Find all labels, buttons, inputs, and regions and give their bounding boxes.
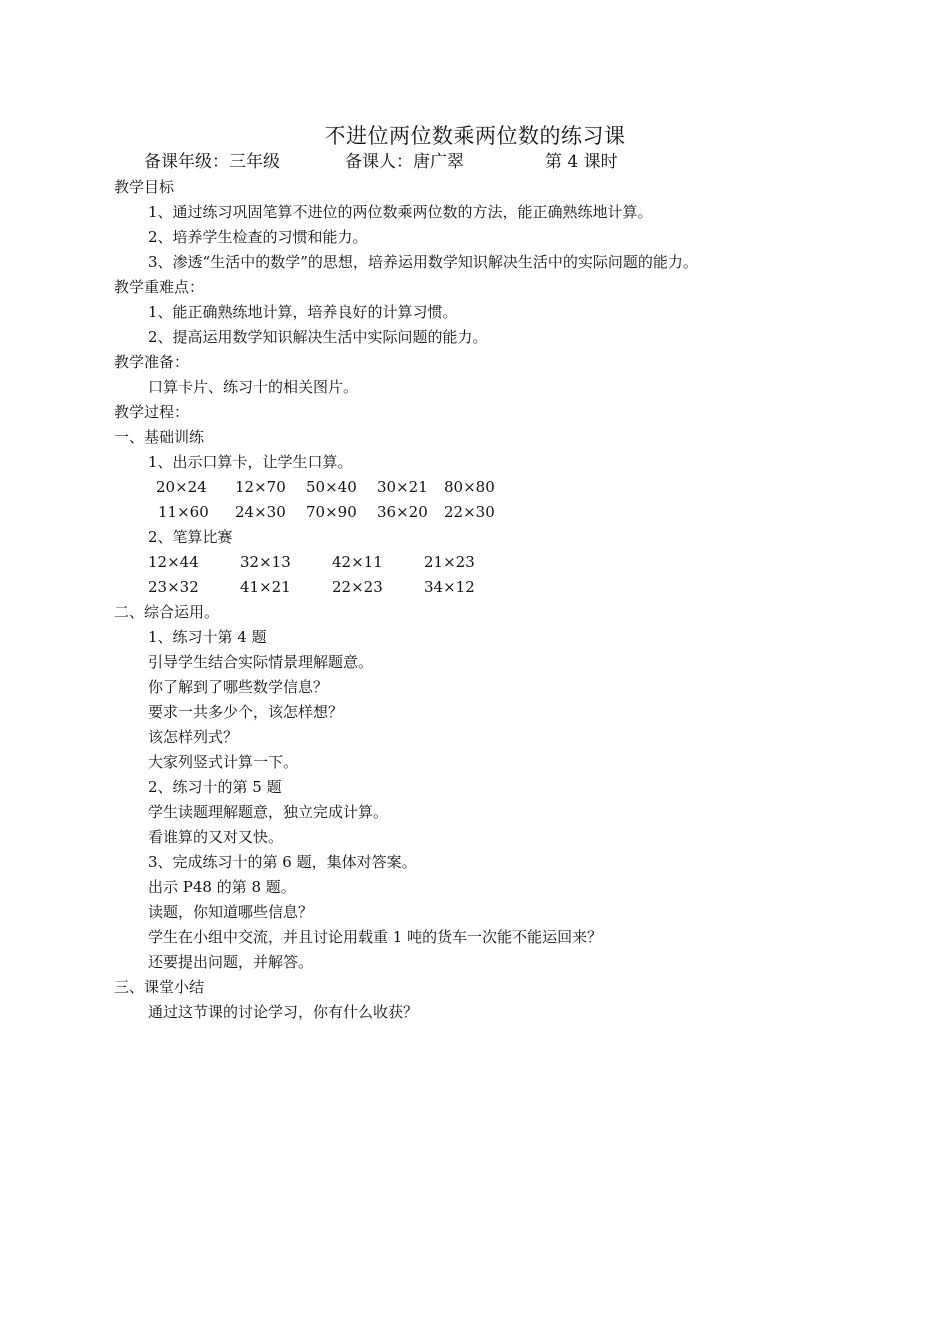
key-points-heading: 教学重难点：	[114, 278, 205, 296]
oral-calc-title: 1、出示口算卡，让学生口算。	[148, 453, 353, 471]
section2-line: 学生在小组中交流，并且讨论用载重 1 吨的货车一次能不能运回来？	[148, 928, 603, 946]
written-calc-cell: 12×44	[148, 553, 199, 571]
oral-calc-cell: 22×30	[444, 503, 495, 521]
section2-line: 3、完成练习十的第 6 题，集体对答案。	[148, 853, 417, 871]
oral-calc-cell: 30×21	[377, 478, 428, 496]
section2-line: 出示 P48 的第 8 题。	[148, 878, 296, 896]
section2-line: 大家列竖式计算一下。	[148, 753, 299, 771]
section3-line: 通过这节课的讨论学习，你有什么收获？	[148, 1003, 419, 1021]
goals-heading: 教学目标	[114, 178, 175, 196]
section2-line: 学生读题理解题意，独立完成计算。	[148, 803, 389, 821]
oral-calc-cell: 80×80	[444, 478, 495, 496]
section2-line: 1、练习十第 4 题	[148, 628, 267, 646]
key-point-item: 2、提高运用数学知识解决生活中实际问题的能力。	[148, 328, 488, 346]
written-calc-cell: 21×23	[424, 553, 475, 571]
preparation-item: 口算卡片、练习十的相关图片。	[148, 378, 359, 396]
section2-line: 该怎样列式？	[148, 728, 239, 746]
written-calc-cell: 23×32	[148, 578, 199, 596]
oral-calc-cell: 11×60	[158, 503, 209, 521]
section2-heading: 二、综合运用。	[114, 603, 220, 621]
preparation-heading: 教学准备：	[114, 353, 190, 371]
section2-line: 2、练习十的第 5 题	[148, 778, 282, 796]
oral-calc-cell: 12×70	[235, 478, 286, 496]
goal-item: 1、通过练习巩固笔算不进位的两位数乘两位数的方法，能正确熟练地计算。	[148, 203, 653, 221]
written-calc-cell: 34×12	[424, 578, 475, 596]
process-heading: 教学过程：	[114, 403, 190, 421]
section3-heading: 三、课堂小结	[114, 978, 205, 996]
section2-line: 还要提出问题，并解答。	[148, 953, 314, 971]
oral-calc-cell: 20×24	[156, 478, 207, 496]
oral-calc-cell: 24×30	[235, 503, 286, 521]
oral-calc-cell: 50×40	[306, 478, 357, 496]
lesson-label: 第 4 课时	[545, 152, 618, 172]
written-calc-cell: 41×21	[240, 578, 291, 596]
oral-calc-cell: 70×90	[306, 503, 357, 521]
written-calc-cell: 22×23	[332, 578, 383, 596]
section2-line: 读题，你知道哪些信息？	[148, 903, 314, 921]
author-label: 备课人：唐广翠	[345, 152, 464, 172]
goal-item: 2、培养学生检查的习惯和能力。	[148, 228, 368, 246]
oral-calc-cell: 36×20	[377, 503, 428, 521]
key-point-item: 1、能正确熟练地计算，培养良好的计算习惯。	[148, 303, 458, 321]
section2-line: 要求一共多少个，该怎样想？	[148, 703, 344, 721]
document-title: 不进位两位数乘两位数的练习课	[324, 124, 626, 148]
written-calc-cell: 32×13	[240, 553, 291, 571]
section1-heading: 一、基础训练	[114, 428, 205, 446]
goal-item: 3、渗透“生活中的数学”的思想，培养运用数学知识解决生活中的实际问题的能力。	[148, 253, 698, 271]
section2-line: 看谁算的又对又快。	[148, 828, 284, 846]
written-calc-cell: 42×11	[332, 553, 383, 571]
section2-line: 你了解到了哪些数学信息？	[148, 678, 329, 696]
written-calc-title: 2、笔算比赛	[148, 528, 233, 546]
section2-line: 引导学生结合实际情景理解题意。	[148, 653, 374, 671]
grade-label: 备课年级：三年级	[144, 152, 280, 172]
